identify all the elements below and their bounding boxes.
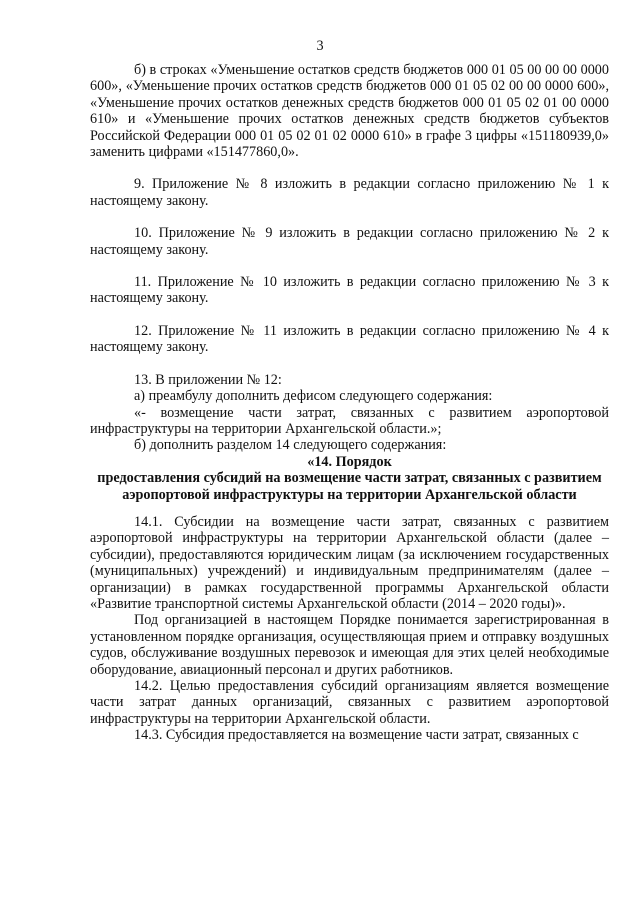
paragraph-14-2: 14.2. Целью предоставления субсидий организациям является возмещение части затрат данных организаций, связанных с развитием аэропортовой инфраструктуры на территории Архангельской области. [90, 678, 609, 727]
paragraph-item-9: 9. Приложение № 8 изложить в редакции согласно приложению № 1 к настоящему закону. [90, 176, 609, 209]
paragraph-item-13b: б) дополнить разделом 14 следующего содержания: [134, 437, 447, 454]
paragraph-item-13a-text: «- возмещение части затрат, связанных с развитием аэропортовой инфраструктуры на территории Архангельской области.»; [90, 404, 609, 437]
paragraph-item-13: 13. В приложении № 12: [134, 371, 282, 388]
document-body [90, 62, 609, 744]
paragraph-item-11: 11. Приложение № 10 изложить в редакции согласно приложению № 3 к настоящему закону. [90, 274, 609, 307]
section-heading-subtitle: предоставления субсидий на возмещение части затрат, связанных с развитием аэропортовой инфраструктуры на территории Архангельской области [97, 470, 602, 503]
paragraph-14-3: 14.3. Субсидия предоставляется на возмещение части затрат, связанных с [134, 727, 579, 744]
paragraph-item-13a: а) преамбулу дополнить дефисом следующего содержания: [134, 388, 493, 405]
paragraph-14-1: 14.1. Субсидии на возмещение части затрат, связанных с развитием аэропортовой инфраструктуры на территории Архангельской области (далее – субсидии), предоставляются юридическим лицам (за исключением государственных (муниципальных) учреждений) и индивидуальным предпринимателям (далее – организации) в рамках государственной программы Архангельской области «Развитие транспортной системы Архангельской области (2014 – 2020 годы)». [90, 513, 609, 612]
paragraph-budget-lines: б) в строках «Уменьшение остатков средств бюджетов 000 01 05 00 00 00 0000 600», «Уменьшение прочих остатков средств бюджетов 000 01 05 02 00 00 0000 600», «Уменьшение прочих остатков денежных средств бюджетов 000 01 05 02 01 00 0000 610» и «Уменьшение прочих остатков денежных средств бюджетов субъектов Российской Федерации 000 01 05 02 01 02 0000 610» в графе 3 цифры «151180939,0» заменить цифрами «151477860,0». [90, 62, 609, 161]
paragraph-item-10: 10. Приложение № 9 изложить в редакции согласно приложению № 2 к настоящему закону. [90, 225, 609, 258]
paragraph-item-12: 12. Приложение № 11 изложить в редакции согласно приложению № 4 к настоящему закону. [90, 322, 609, 356]
page-number: 3 [316, 38, 324, 54]
section-heading-title: «14. Порядок [307, 453, 392, 470]
paragraph-14-1-definition: Под организацией в настоящем Порядке понимается зарегистрированная в установленном порядке организация, осуществляющая прием и отправку воздушных судов, обслуживание воздушных перевозок и имеющая для этих целей необходимые оборудование, авиационный персонал и других работников. [90, 612, 609, 678]
